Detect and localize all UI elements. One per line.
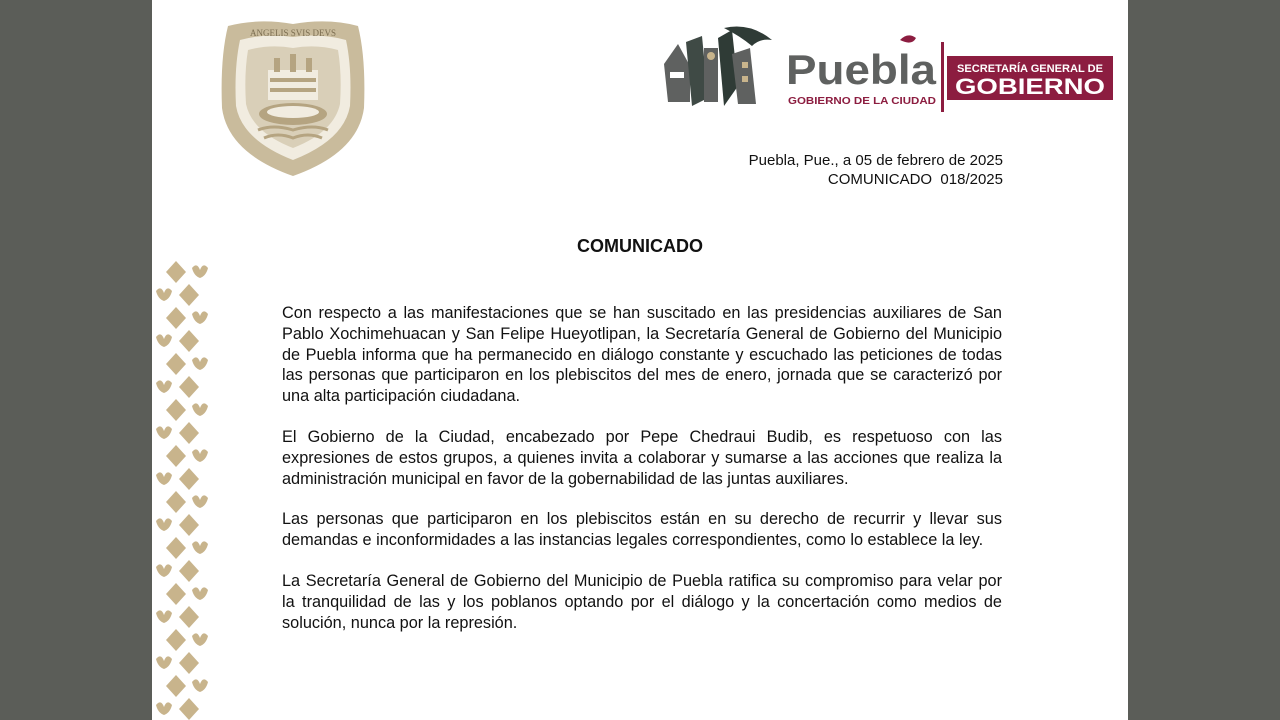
paragraph-3: Las personas que participaron en los plebiscitos están en su derecho de recurrir y llevar sus demandas e inconformidades a las instancias legales correspondientes, como lo establece la ley. — [282, 510, 1002, 550]
document-page — [152, 0, 1128, 720]
place-date: Puebla, Pue., a 05 de febrero de 2025 — [748, 152, 1003, 169]
paragraph-2: El Gobierno de la Ciudad, encabezado por Pepe Chedraui Budib, es respetuoso con las expresiones de estos grupos, a quienes invita a colaborar y sumarse a las acciones que realiza la administración municipal en favor de la gobernabilidad de las juntas auxiliares. — [282, 427, 1002, 488]
crest-motto: ANGELIS SVIS DEVS — [249, 28, 337, 38]
city-subtitle: GOBIERNO DE LA CIUDAD — [788, 95, 937, 107]
paragraph-4: La Secretaría General de Gobierno del Municipio de Puebla ratifica su compromiso para velar por la tranquilidad de las y los poblanos optando por el diálogo y la concertación como medios de solución, nunca por la represión. — [282, 571, 1002, 632]
document-title: COMUNICADO — [577, 236, 703, 256]
comunicado-number: COMUNICADO 018/2025 — [827, 171, 1003, 188]
puebla-government-logo — [660, 26, 1114, 116]
decorative-border-pattern — [152, 258, 214, 720]
city-coat-of-arms — [218, 18, 368, 178]
document-body — [282, 303, 1002, 653]
secretaria-line2: GOBIERNO — [955, 74, 1105, 99]
city-name: Puebla — [786, 46, 937, 93]
secretaria-line1: SECRETARÍA GENERAL DE — [957, 63, 1103, 75]
city-skyline-icon — [664, 27, 772, 107]
document-header-meta — [749, 151, 1003, 189]
paragraph-1: Con respecto a las manifestaciones que se han suscitado en las presidencias auxiliares de San Pablo Xochimehuacan y San Felipe Hueyotlipan, la Secretaría General de Gobierno del Municipio de Puebla informa que ha permanecido en diálogo constante y escuchado las peticiones de todas las personas que participaron en los plebiscitos del mes de enero, jornada que se caracterizó por una alta participación ciudadana. — [282, 304, 1002, 406]
